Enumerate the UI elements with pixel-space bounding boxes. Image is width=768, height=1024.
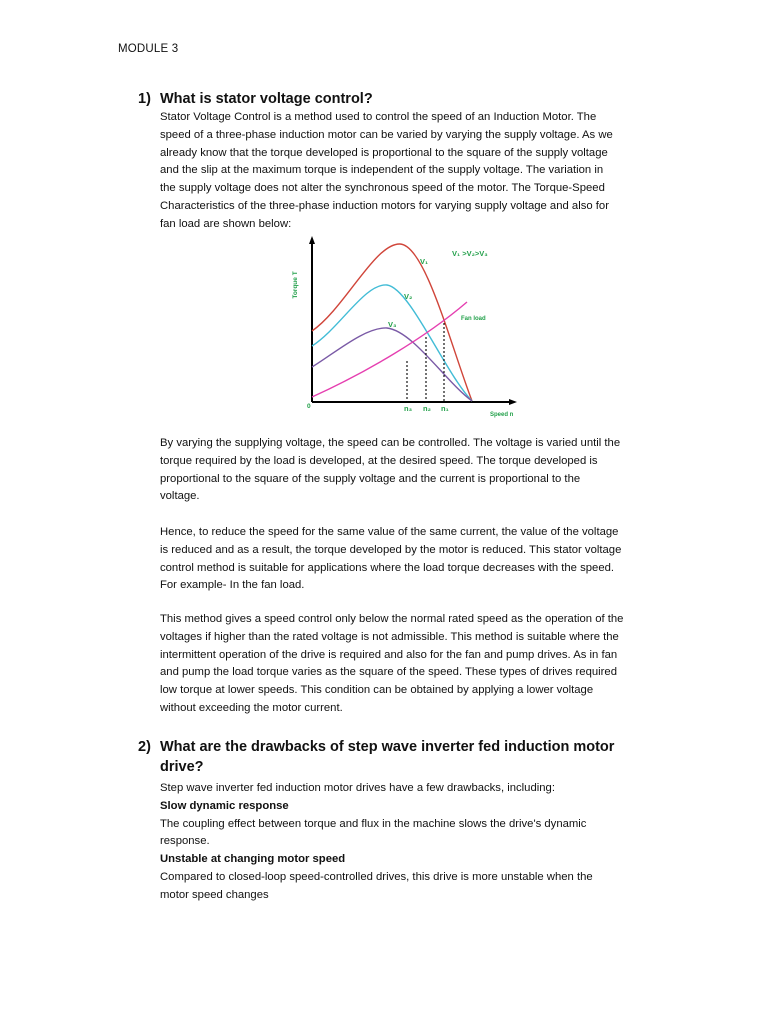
q1-intro-paragraph xyxy=(160,109,655,234)
text-line: fan load are shown below: xyxy=(160,217,292,230)
fan-load-curve xyxy=(312,302,467,397)
question-1-title: What is stator voltage control? xyxy=(160,91,373,107)
text-line: the supply voltage does not alter the synchronous speed of the motor. The Torque-Speed xyxy=(160,182,605,195)
y-axis-arrow xyxy=(309,236,315,244)
v3-torque-curve xyxy=(312,328,472,401)
drawback-2-text-line: Compared to closed-loop speed-controlled drives, this drive is more unstable when the xyxy=(160,870,593,883)
drawback-2-text-line: motor speed changes xyxy=(160,888,269,901)
text-line: By varying the supplying voltage, the speed can be controlled. The voltage is varied until the xyxy=(160,437,621,449)
text-line: is reduced and as a result, the torque developed by the motor is reduced. This stator voltage xyxy=(160,543,622,556)
text-line: speed of a three-phase induction motor can be varied by varying the supply voltage. As we xyxy=(160,128,613,141)
q1-paragraph-2 xyxy=(160,435,655,506)
v2-label: V₂ xyxy=(404,292,413,301)
drawback-2-heading: Unstable at changing motor speed xyxy=(160,853,346,866)
origin-label: 0 xyxy=(307,403,311,410)
text-line: This method gives a speed control only below the normal rated speed as the operation of the xyxy=(160,613,624,625)
text-line: and the slip at the maximum torque is independent of the supply voltage. The variation in xyxy=(160,164,604,177)
torque-speed-figure xyxy=(285,233,525,433)
fan-load-label: Fan load xyxy=(461,316,486,322)
text-line: Stator Voltage Control is a method used to control the speed of an Induction Motor. The xyxy=(160,111,597,123)
n3-label: n₃ xyxy=(404,404,413,413)
y-axis-label: Torque T xyxy=(292,271,299,299)
v2-torque-curve xyxy=(312,285,472,401)
text-line: voltage. xyxy=(160,490,200,503)
text-line: control method is suitable for applications where the load torque decreases with the speed. xyxy=(160,561,615,574)
drawback-1-text-line: response. xyxy=(160,835,210,848)
v1-label: V₁ xyxy=(420,257,429,266)
text-line: intermittent operation of the drive is required and also for the fan and pump drives. As in fan xyxy=(160,648,618,661)
q1-paragraph-4 xyxy=(160,611,655,718)
question-2-title-line-1: What are the drawbacks of step wave inverter fed induction motor xyxy=(160,739,615,755)
x-axis-label: Speed n xyxy=(490,412,514,418)
text-line: and pump the load torque varies as the square of the speed. These types of drives required xyxy=(160,666,617,679)
text-line: proportional to the square of the supply voltage and the current is proportional to the xyxy=(160,472,581,485)
text-line: Characteristics of the three-phase induction motors for varying supply voltage and also for xyxy=(160,199,609,212)
x-axis-arrow xyxy=(509,399,517,405)
text-line: Hence, to reduce the speed for the same value of the same current, the value of the voltage xyxy=(160,526,619,538)
q2-intro: Step wave inverter fed induction motor drives have a few drawbacks, including: xyxy=(160,782,555,794)
drawback-1-heading: Slow dynamic response xyxy=(160,799,289,812)
question-2-title-line-2: drive? xyxy=(160,759,204,775)
module-header: MODULE 3 xyxy=(118,43,179,55)
text-line: voltages if higher than the rated voltage is not admissible. This method is suitable where the xyxy=(160,630,619,643)
question-1-heading xyxy=(138,89,373,109)
text-line: torque required by the load is developed, at the desired speed. The torque developed is xyxy=(160,454,598,467)
n2-label: n₂ xyxy=(423,404,431,413)
q2-body xyxy=(160,780,655,905)
text-line: already know that the torque developed is proportional to the square of the supply voltage xyxy=(160,146,608,159)
voltage-legend: V₁ >V₂>V₃ xyxy=(452,249,488,258)
torque-speed-diagram xyxy=(285,233,525,433)
text-line: For example- In the fan load. xyxy=(160,579,305,592)
n1-label: n₁ xyxy=(441,404,449,413)
text-line: without exceeding the motor current. xyxy=(160,701,343,714)
q1-paragraph-3 xyxy=(160,524,655,595)
question-2-number: 2) xyxy=(138,739,151,755)
question-2-heading xyxy=(138,737,638,777)
question-1-number: 1) xyxy=(138,91,151,107)
drawback-1-text-line: The coupling effect between torque and flux in the machine slows the drive's dynamic xyxy=(160,817,587,830)
v3-label: V₃ xyxy=(388,320,397,329)
text-line: low torque at lower speeds. This condition can be obtained by applying a lower voltage xyxy=(160,684,594,697)
